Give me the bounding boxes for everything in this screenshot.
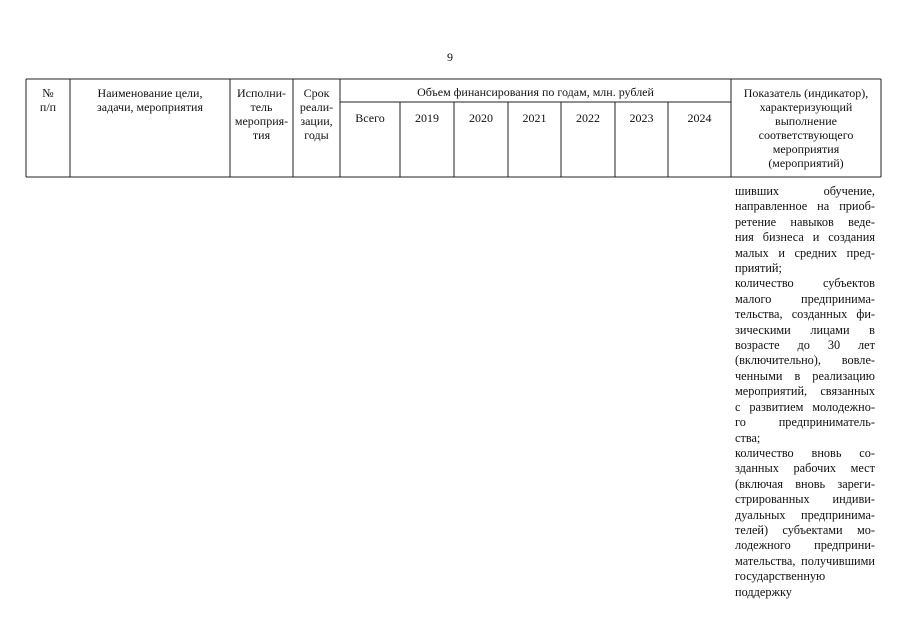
indicator-line: зданных рабочих мест — [735, 461, 875, 476]
header-year: 2022 — [576, 111, 600, 125]
indicator-line: поддержку — [735, 584, 792, 599]
header-indicator: Показатель (индикатор), характеризующий выполнение соответствующего мероприятия (мероприятий) — [743, 86, 869, 170]
indicator-line: количество субъектов — [735, 276, 875, 291]
indicator-line: стрированных индиви- — [735, 492, 875, 507]
indicator-line: ства; — [735, 430, 761, 445]
indicator-line: государственную — [735, 569, 826, 584]
header-name: Наименование цели, задачи, мероприятия — [97, 86, 203, 114]
indicator-line: малых и средних пред- — [735, 245, 875, 260]
header-number: № п/п — [39, 86, 57, 114]
header-year: 2024 — [687, 111, 712, 125]
header-year: 2020 — [469, 111, 493, 125]
indicator-line: малого предпринима- — [735, 291, 875, 306]
header-year: 2023 — [629, 111, 654, 125]
header-total: Всего — [355, 111, 385, 125]
indicator-line: ченными в реализацию — [735, 368, 875, 383]
indicator-line: ретение навыков веде- — [735, 214, 875, 229]
page-number: 9 — [447, 50, 453, 64]
header-year: 2019 — [415, 111, 439, 125]
indicator-line: возрасте до 30 лет — [735, 338, 875, 353]
indicator-line: с развитием молодежно- — [735, 399, 875, 414]
indicator-line: шивших обучение, — [735, 184, 875, 198]
indicator-line: го предприниматель- — [735, 415, 875, 430]
indicator-text — [735, 184, 875, 600]
header-term: Срок реали- зации, годы — [299, 86, 334, 142]
indicator-line: зическими лицами в — [735, 322, 875, 337]
indicator-line: тельства, созданных фи- — [735, 307, 875, 322]
indicator-line: направленное на приоб- — [735, 199, 875, 214]
indicator-line: дуальных предпринима- — [735, 507, 875, 522]
header-year: 2021 — [522, 111, 547, 125]
indicator-line: (включительно), вовле- — [735, 353, 875, 368]
header-financing: Объем финансирования по годам, млн. рублей — [417, 85, 654, 99]
indicator-line: телей) субъектами мо- — [735, 522, 875, 537]
indicator-line: ния бизнеса и создания — [735, 230, 875, 245]
indicator-line: лодежного предприни- — [735, 538, 875, 553]
indicator-line: приятий; — [735, 261, 782, 276]
indicator-line: количество вновь со- — [735, 445, 875, 460]
indicator-line: (включая вновь зареги- — [735, 476, 875, 491]
header-executor: Исполни- тель мероприя- тия — [234, 86, 289, 142]
indicator-line: мероприятий, связанных — [735, 384, 875, 399]
indicator-line: мательства, получившими — [735, 553, 875, 568]
